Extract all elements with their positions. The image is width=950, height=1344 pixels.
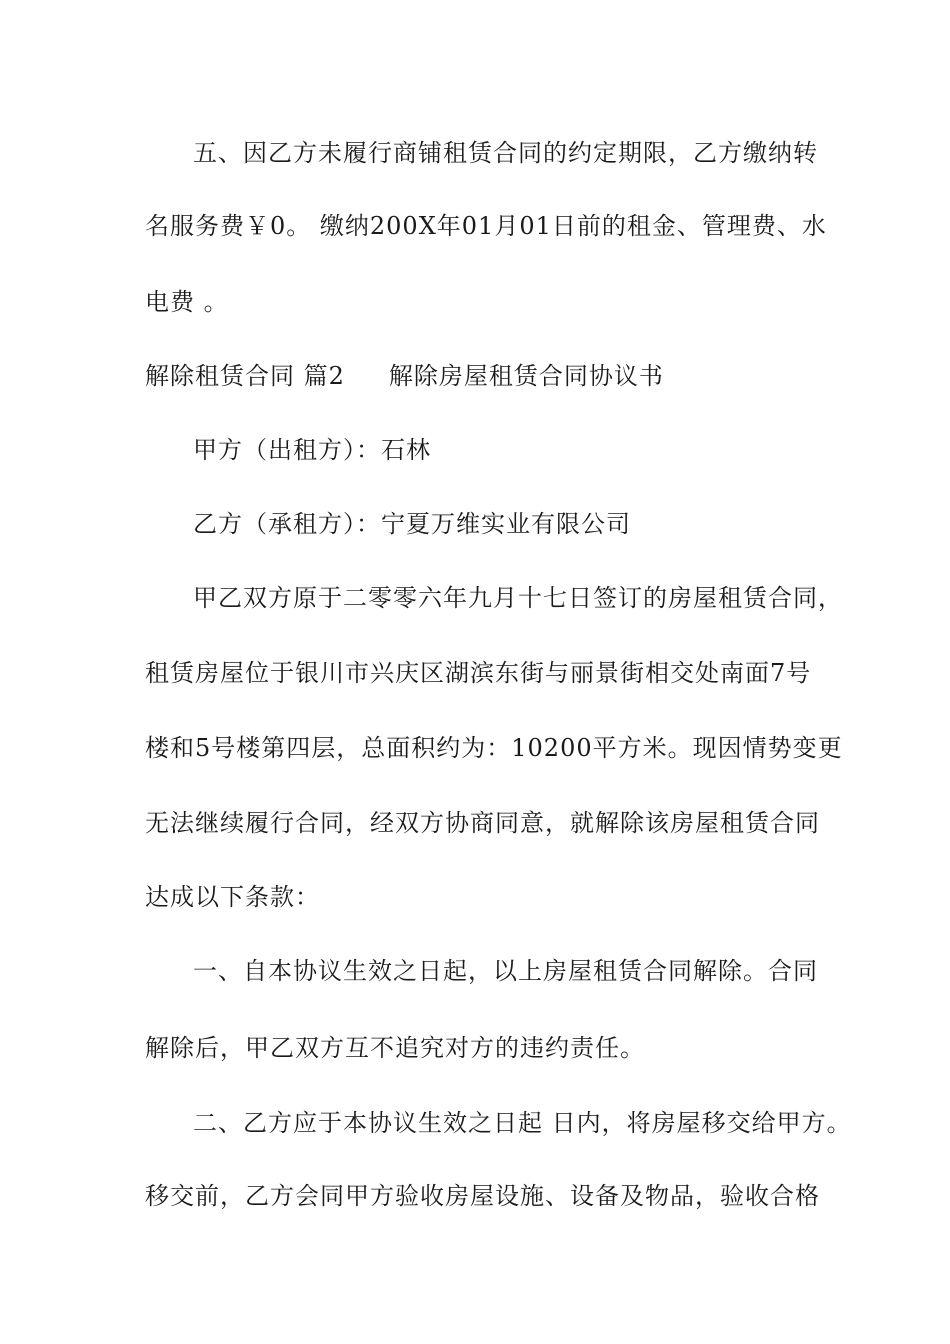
paragraph-5-line-2: 名服务费￥0。 缴纳200X年01月01日前的租金、管理费、水 xyxy=(145,212,827,240)
intro-line-1: 甲乙双方原于二零零六年九月十七日签订的房屋租赁合同， xyxy=(193,584,843,612)
party-b-line: 乙方（承租方）：宁夏万维实业有限公司 xyxy=(193,510,631,538)
agreement-title: 解除房屋租赁合同协议书 xyxy=(388,362,664,390)
intro-line-5: 达成以下条款： xyxy=(145,883,320,911)
clause-1-line-1: 一、自本协议生效之日起，以上房屋租赁合同解除。合同 xyxy=(193,957,818,985)
intro-line-2: 租赁房屋位于银川市兴庆区湖滨东街与丽景街相交处南面7号 xyxy=(145,659,812,687)
party-a-line: 甲方（出租方）：石林 xyxy=(193,436,431,464)
clause-2-line-1: 二、乙方应于本协议生效之日起 日内，将房屋移交给甲方。 xyxy=(193,1109,852,1137)
intro-line-3: 楼和5号楼第四层，总面积约为：10200平方米。现因情势变更 xyxy=(145,734,843,762)
section-heading xyxy=(145,361,664,391)
clause-2-line-2: 移交前，乙方会同甲方验收房屋设施、设备及物品，验收合格 xyxy=(145,1182,820,1210)
paragraph-5-line-3: 电费 。 xyxy=(145,288,229,316)
paragraph-5-line-1: 五、因乙方未履行商铺租赁合同的约定期限，乙方缴纳转 xyxy=(193,139,818,167)
intro-line-4: 无法继续履行合同，经双方协商同意，就解除该房屋租赁合同 xyxy=(145,809,820,837)
clause-1-line-2: 解除后，甲乙双方互不追究对方的违约责任。 xyxy=(145,1034,645,1062)
section-heading-title: 解除租赁合同 篇2 xyxy=(145,362,345,390)
